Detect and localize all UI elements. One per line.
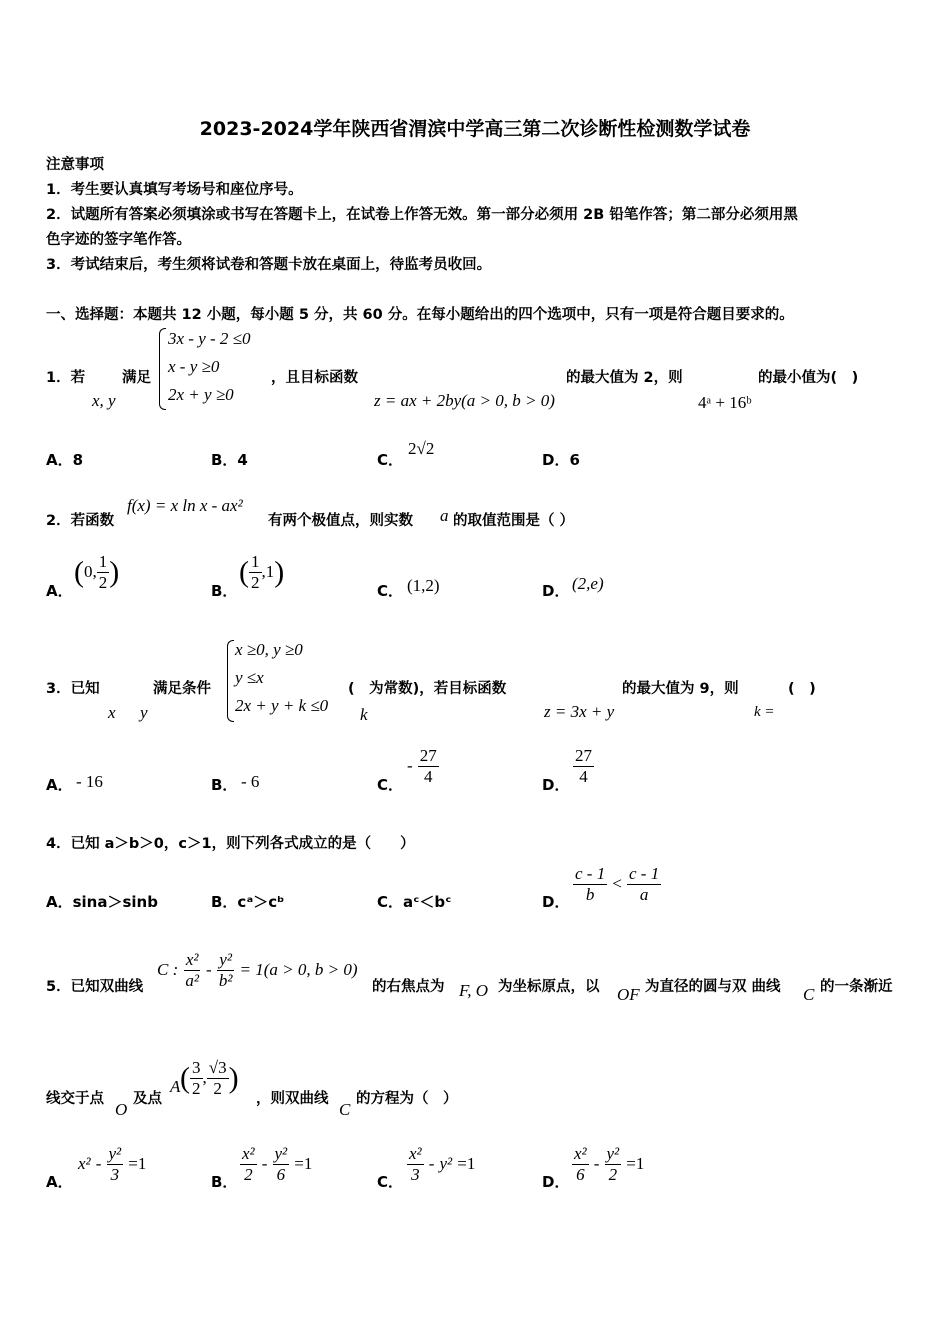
q3-y: y <box>140 703 148 722</box>
q3-k-equals: k = <box>754 704 775 720</box>
q1-option-b[interactable]: B．4 <box>211 451 248 469</box>
q1-option-a[interactable]: A．8 <box>46 451 84 469</box>
q2-option-d-value: (2,e) <box>572 574 604 593</box>
notice-heading: 注意事项 <box>46 157 104 173</box>
q5-of: OF <box>617 985 640 1004</box>
q3-cond: 满足条件 <box>153 681 211 697</box>
notice-item: 2．试题所有答案必须填涂或书写在答题卡上，在试卷上作答无效。第一部分必须用 2B 铅笔作答；第二部分必须用黑 <box>46 207 798 223</box>
q3-option-b[interactable]: B． <box>211 776 238 794</box>
q5-option-c-value: $\frac{\text{x²}}{3}$ - y² =1 <box>409 1144 476 1184</box>
q1-mid: ，且目标函数 <box>271 370 358 386</box>
q1-satisfy: 满足 <box>122 370 151 386</box>
notice-item: 1．考生要认真填写考场号和座位序号。 <box>46 182 303 198</box>
q4-option-b[interactable]: B．cᵃ＞cᵇ <box>211 893 285 911</box>
q2-pre: 2．若函数 <box>46 513 115 529</box>
q3-pre: 3．已知 <box>46 681 100 697</box>
q3-option-a-value: - 16 <box>76 772 103 791</box>
q3-paren: ( 为常数)，若目标函数 <box>348 681 507 697</box>
q3-ineq-2: y ≤x <box>235 668 264 687</box>
q5-line2b: 及点 <box>133 1091 162 1107</box>
notice-item: 3．考试结束后，考生须将试卷和答题卡放在桌面上，待监考员收回。 <box>46 257 492 273</box>
q4-option-a[interactable]: A．sina＞sinb <box>46 893 158 911</box>
q5-line2d: 的方程为（ ） <box>356 1091 458 1107</box>
q4-stem: 4．已知 a＞b＞0，c＞1，则下列各式成立的是（ ） <box>46 836 415 852</box>
q3-option-d-value: $\frac{27}{4}$ <box>575 746 592 786</box>
q3-option-d[interactable]: D． <box>542 776 570 794</box>
q5-c2: C <box>339 1100 351 1119</box>
q3-ineq-3: 2x + y + k ≤0 <box>235 696 329 715</box>
q3-objective: z = 3x + y <box>544 702 615 721</box>
q3-ineq-1: x ≥0, y ≥0 <box>235 640 303 659</box>
q5-c: C <box>803 985 815 1004</box>
q1-option-c-value: 2√2 <box>408 439 435 458</box>
q3-answer-paren: ( ) <box>788 681 816 697</box>
q5-option-d[interactable]: D． <box>542 1173 570 1191</box>
q3-option-b-value: - 6 <box>241 772 260 791</box>
q3-brace <box>227 640 234 722</box>
q1-expression: 4ᵃ + 16ᵇ <box>698 393 752 412</box>
q3-option-c[interactable]: C． <box>377 776 404 794</box>
q5-option-c[interactable]: C． <box>377 1173 404 1191</box>
q3-system <box>235 636 328 720</box>
q2-option-a-value: (0, $\frac{1}{2}$ ) <box>74 552 120 592</box>
q2-option-c[interactable]: C． <box>377 582 404 600</box>
q1-system <box>168 325 251 409</box>
q1-ineq-1: 3x - y - 2 ≤0 <box>168 329 251 348</box>
notice-item: 色字迹的签字笔作答。 <box>46 232 191 248</box>
q1-ineq-3: 2x + y ≥0 <box>168 385 234 404</box>
q2-post: 的取值范围是（ ） <box>453 513 575 529</box>
q1-min: 的最小值为( ) <box>758 370 859 386</box>
q5-focus: 的右焦点为 <box>372 979 445 995</box>
q3-max: 的最大值为 9，则 <box>622 681 739 697</box>
q5-option-b[interactable]: B． <box>211 1173 238 1191</box>
q2-option-c-value: (1,2) <box>407 576 440 595</box>
q5-o: O <box>115 1100 128 1119</box>
q5-asym: 的一条渐近 <box>820 979 893 995</box>
q1-objective: z = ax + 2by(a > 0, b > 0) <box>374 391 555 410</box>
q5-line2c: ，则双曲线 <box>256 1091 329 1107</box>
q5-circle: 为直径的圆与双 曲线 <box>645 979 781 995</box>
q5-coords: ( $\frac{3}{2}$ , $\frac{√3}{2}$ ) <box>180 1058 239 1098</box>
q1-brace <box>159 328 166 410</box>
q5-fo: F, O <box>459 981 488 1000</box>
q1-vars: x, y <box>92 391 116 410</box>
q3-x: x <box>108 703 116 722</box>
q2-option-a[interactable]: A． <box>46 582 73 600</box>
q5-curve: C : $\frac{\text{x²}}{\text{a²}}$ - $\frac{\text{y²}}{\text{b²}}$ = 1(a > 0, b > 0) <box>157 950 358 990</box>
q5-option-d-value: $\frac{\text{x²}}{6}$ - $\frac{\text{y²}}{2}$ =1 <box>574 1144 645 1184</box>
q1-ineq-2: x - y ≥0 <box>168 357 220 376</box>
q4-option-d-value: $\frac{c - 1}{b}$ < $\frac{c - 1}{a}$ <box>575 864 660 904</box>
section-heading: 一、选择题：本题共 12 小题，每小题 5 分，共 60 分。在每小题给出的四个选项中，只有一项是符合题目要求的。 <box>46 307 794 323</box>
q1-option-c[interactable]: C． <box>377 451 404 469</box>
q2-var: a <box>440 506 449 525</box>
q5-line2a: 线交于点 <box>46 1091 104 1107</box>
q3-option-c-value: - $\frac{27}{4}$ <box>407 746 437 786</box>
q1-max: 的最大值为 2，则 <box>566 370 683 386</box>
q2-option-d[interactable]: D． <box>542 582 570 600</box>
q5-point-a: A <box>170 1077 181 1096</box>
q1-number: 1．若 <box>46 370 86 386</box>
q2-mid: 有两个极值点，则实数 <box>268 513 413 529</box>
q5-option-a-value: x² - $\frac{\text{y²}}{3}$ =1 <box>78 1144 147 1184</box>
q2-function: f(x) = x ln x - ax² <box>127 496 243 515</box>
q2-option-b-value: ( $\frac{1}{2}$ ,1) <box>239 552 285 592</box>
q2-option-b[interactable]: B． <box>211 582 238 600</box>
q4-option-d[interactable]: D． <box>542 893 570 911</box>
q1-option-d[interactable]: D．6 <box>542 451 580 469</box>
q5-pre: 5．已知双曲线 <box>46 979 144 995</box>
q3-option-a[interactable]: A． <box>46 776 73 794</box>
q4-option-c[interactable]: C．aᶜ＜bᶜ <box>377 893 452 911</box>
q5-option-b-value: $\frac{\text{x²}}{2}$ - $\frac{\text{y²}}{6}$ =1 <box>242 1144 313 1184</box>
q3-k: k <box>360 705 368 724</box>
page-title: 2023-2024学年陕西省渭滨中学高三第二次诊断性检测数学试卷 <box>199 118 751 140</box>
q5-origin: 为坐标原点，以 <box>498 979 600 995</box>
q5-option-a[interactable]: A． <box>46 1173 73 1191</box>
